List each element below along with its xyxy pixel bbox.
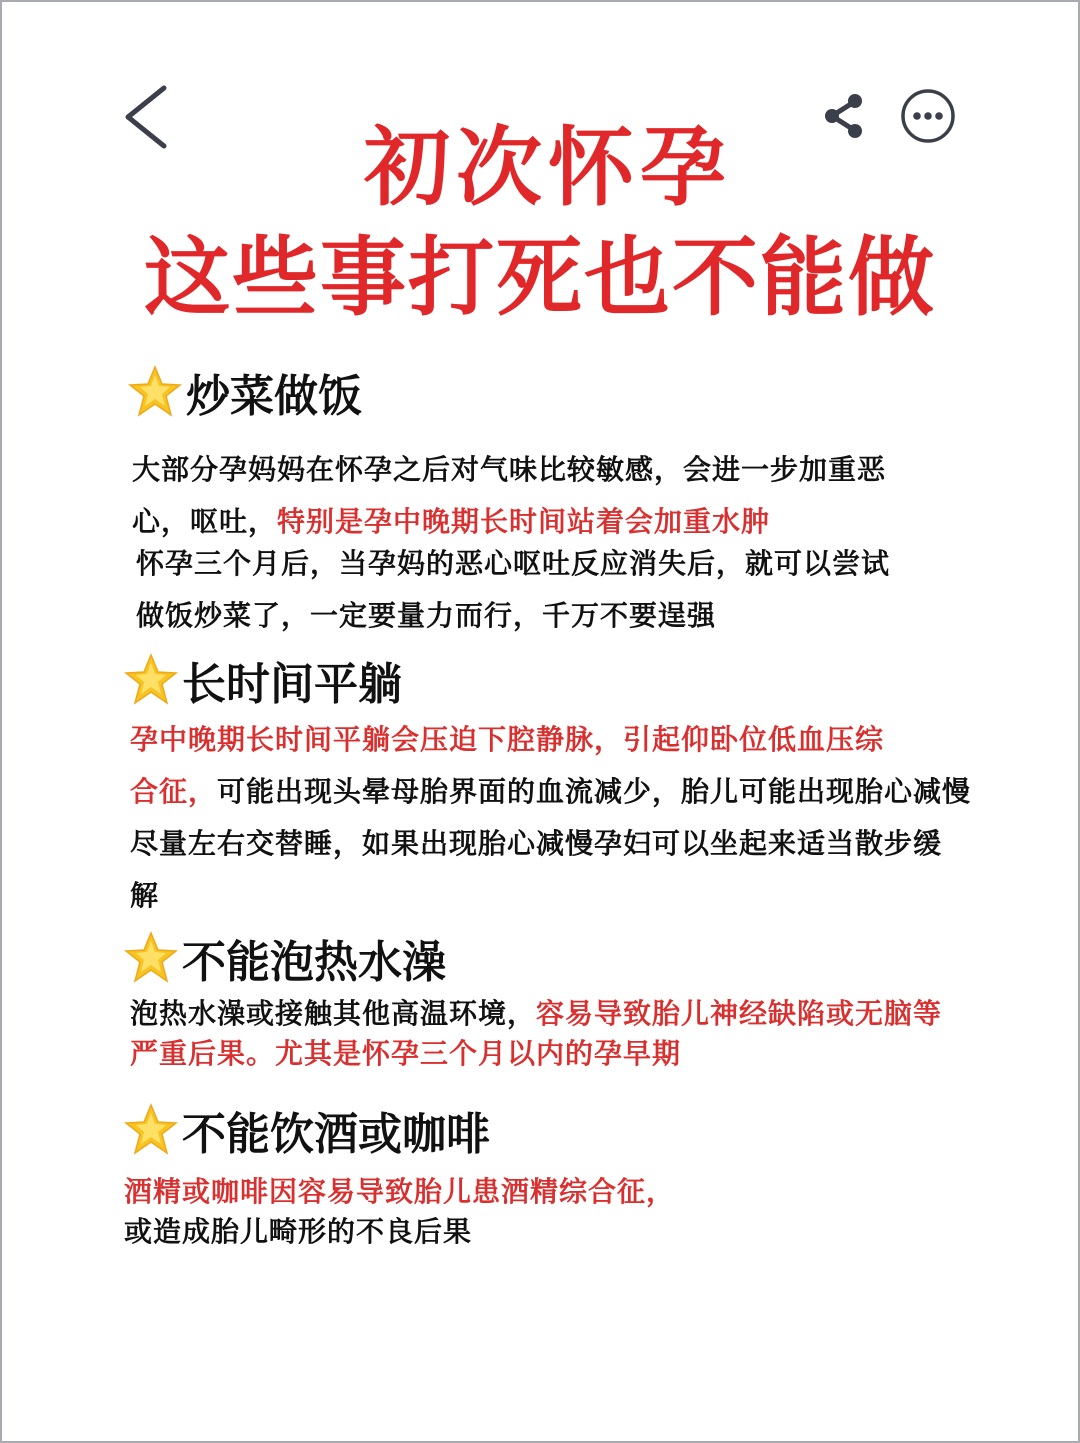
text-span: 可能出现头晕母胎界面的血流减少，胎儿可能出现胎心减慢 xyxy=(217,775,972,808)
body-line xyxy=(130,826,942,862)
text-span: 做饭炒菜了，一定要量力而行，千万不要逞强 xyxy=(136,599,717,632)
body-line xyxy=(130,996,942,1032)
text-span: 合征， xyxy=(130,775,218,808)
section-heading-hot-bath xyxy=(122,926,446,990)
section-heading-lying-flat xyxy=(122,648,402,712)
body-line xyxy=(136,546,890,582)
body-line xyxy=(130,722,884,758)
section-heading-cooking xyxy=(126,360,362,424)
text-span: 严重后果。尤其是怀孕三个月以内的孕早期 xyxy=(130,1037,682,1070)
body-line xyxy=(124,1214,472,1250)
star-icon xyxy=(126,363,184,421)
section-title: 长时间平躺 xyxy=(182,659,402,710)
text-span: 孕中晚期长时间平躺会压迫下腔静脉，引起仰卧位低血压综 xyxy=(130,723,885,756)
body-line xyxy=(132,504,770,540)
section-title: 不能泡热水澡 xyxy=(182,937,446,988)
body-line xyxy=(136,598,716,634)
text-span: 特别是孕中晚期长时间站着会加重水肿 xyxy=(277,505,771,538)
body-line xyxy=(130,774,971,810)
text-span: 解 xyxy=(130,879,160,912)
section-title: 炒菜做饭 xyxy=(186,371,362,422)
section-heading-alcohol-coffee xyxy=(122,1098,490,1162)
body-line xyxy=(132,452,886,488)
text-span: 怀孕三个月后，当孕妈的恶心呕吐反应消失后，就可以尝试 xyxy=(136,547,891,580)
star-icon xyxy=(122,929,180,987)
body-line xyxy=(124,1174,675,1210)
star-icon xyxy=(122,1101,180,1159)
page-title-line-1: 初次怀孕 xyxy=(364,118,732,218)
text-span: 心，呕吐， xyxy=(132,505,278,538)
section-title: 不能饮酒或咖啡 xyxy=(182,1109,490,1160)
text-span: 容易导致胎儿神经缺陷或无脑等 xyxy=(536,997,943,1030)
body-line xyxy=(130,1036,681,1072)
body-line xyxy=(130,878,159,914)
text-span: 泡热水澡或接触其他高温环境， xyxy=(130,997,537,1030)
text-span: 大部分孕妈妈在怀孕之后对气味比较敏感，会进一步加重恶 xyxy=(132,453,887,486)
star-icon xyxy=(122,651,180,709)
page-title-line-2: 这些事打死也不能做 xyxy=(144,228,936,328)
text-span: 尽量左右交替睡，如果出现胎心减慢孕妇可以坐起来适当散步缓 xyxy=(130,827,943,860)
text-span: 或造成胎儿畸形的不良后果 xyxy=(124,1215,473,1248)
text-span: 酒精或咖啡因容易导致胎儿患酒精综合征， xyxy=(124,1175,676,1208)
